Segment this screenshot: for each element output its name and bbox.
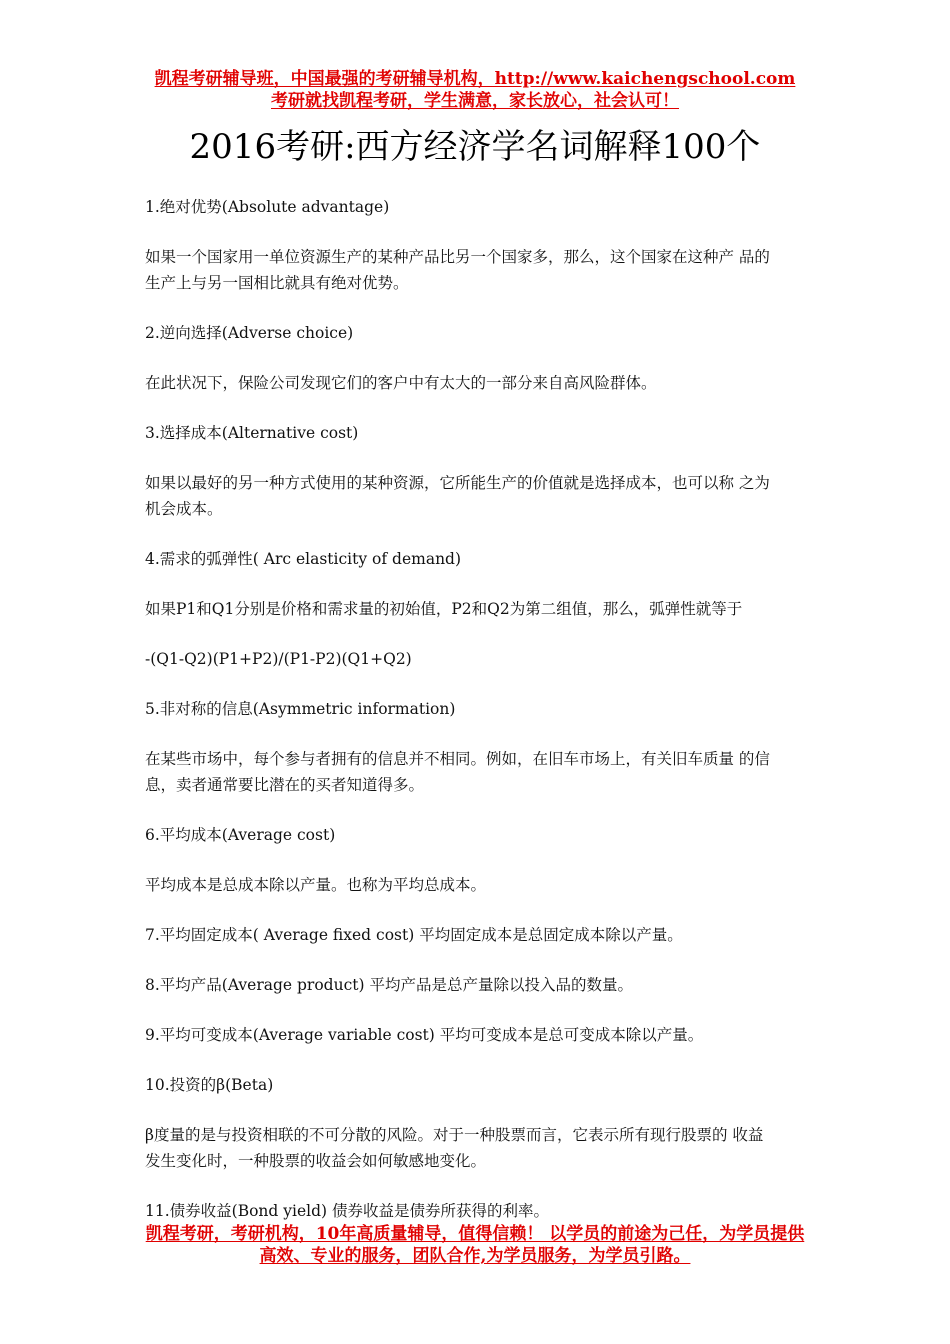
promo-footer [0, 1223, 950, 1267]
entry-heading: 3.选择成本(Alternative cost) [145, 424, 359, 442]
document-title: 2016考研:西方经济学名词解释100个 [189, 127, 761, 167]
entry-heading: 11.债券收益(Bond yield) 债券收益是债券所获得的利率。 [145, 1202, 549, 1220]
entry-body-line: 在此状况下，保险公司发现它们的客户中有太大的一部分来自高风险群体。 [145, 374, 657, 392]
footer-line-2: 高效、专业的服务，团队合作,为学员服务，为学员引路。 [259, 1246, 691, 1266]
entry-body-line: 平均成本是总成本除以产量。也称为平均总成本。 [145, 876, 487, 894]
entry-body-line: 如果以最好的另一种方式使用的某种资源，它所能生产的价值就是选择成本，也可以称 之为 [145, 474, 770, 492]
glossary-content [145, 194, 809, 1224]
entry-heading: 4.需求的弧弹性( Arc elasticity of demand) [145, 550, 462, 568]
entry-heading: 2.逆向选择(Adverse choice) [145, 324, 354, 342]
entry-heading: 6.平均成本(Average cost) [145, 826, 336, 844]
promo-header [0, 68, 950, 112]
entry-formula: -(Q1-Q2)(P1+P2)/(P1-P2)(Q1+Q2) [145, 650, 412, 668]
header-line-2: 考研就找凯程考研，学生满意，家长放心，社会认可！ [271, 91, 679, 111]
footer-line-1: 凯程考研，考研机构，10年高质量辅导，值得信赖！ 以学员的前途为己任，为学员提供 [145, 1224, 805, 1244]
entry-heading: 5.非对称的信息(Asymmetric information) [145, 700, 456, 718]
entry-body-line: 生产上与另一国相比就具有绝对优势。 [145, 274, 409, 292]
entry-heading: 8.平均产品(Average product) 平均产品是总产量除以投入品的数量。 [145, 976, 633, 994]
entry-body-line: β度量的是与投资相联的不可分散的风险。对于一种股票而言，它表示所有现行股票的 收益 [145, 1126, 764, 1144]
entry-body-line: 如果一个国家用一单位资源生产的某种产品比另一个国家多，那么，这个国家在这种产 品的 [145, 248, 770, 266]
entry-heading: 1.绝对优势(Absolute advantage) [145, 198, 390, 216]
entry-body-line: 发生变化时，一种股票的收益会如何敏感地变化。 [145, 1152, 487, 1170]
entry-body-line: 如果P1和Q1分别是价格和需求量的初始值，P2和Q2为第二组值，那么，弧弹性就等于 [145, 600, 743, 618]
header-line-1[interactable]: 凯程考研辅导班，中国最强的考研辅导机构，http://www.kaichengschool.com [154, 69, 796, 89]
entry-body-line: 息，卖者通常要比潜在的买者知道得多。 [145, 776, 425, 794]
entry-body-line: 在某些市场中，每个参与者拥有的信息并不相同。例如，在旧车市场上，有关旧车质量 的信 [145, 750, 770, 768]
entry-body-line: 机会成本。 [145, 500, 223, 518]
entry-heading: 7.平均固定成本( Average fixed cost) 平均固定成本是总固定成本除以产量。 [145, 926, 683, 944]
entry-heading: 9.平均可变成本(Average variable cost) 平均可变成本是总可变成本除以产量。 [145, 1026, 704, 1044]
entry-heading: 10.投资的β(Beta) [145, 1076, 274, 1094]
